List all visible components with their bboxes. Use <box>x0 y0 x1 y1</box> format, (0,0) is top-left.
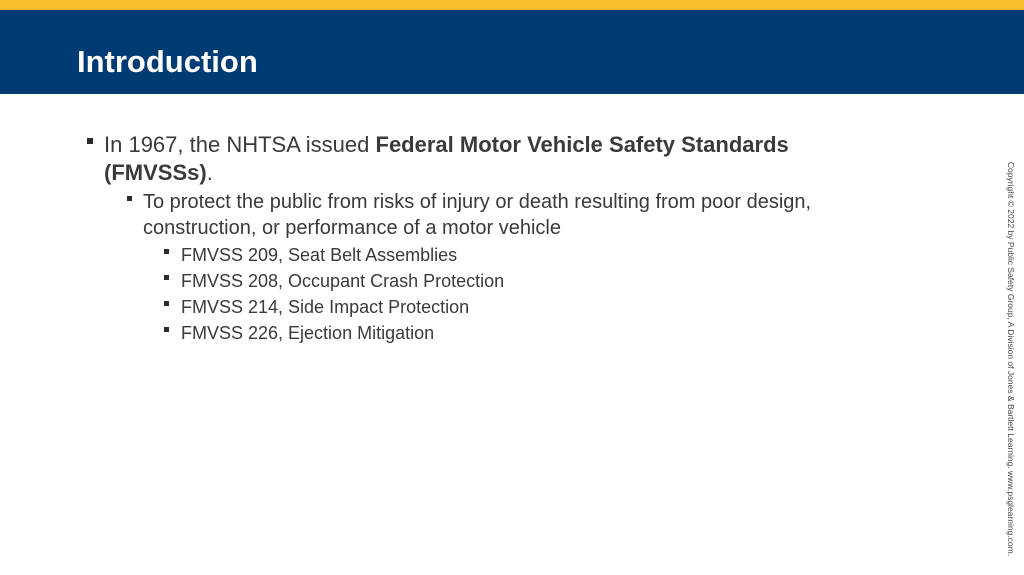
bullet-level1-bold-text-2: (FMVSSs) <box>104 160 207 185</box>
slide-title: Introduction <box>77 44 258 79</box>
bullet-level1-period: . <box>206 160 213 185</box>
bullet-marker <box>164 249 169 254</box>
bullet-level2-line2: construction, or performance of a motor vehicle <box>143 217 561 239</box>
bullet-level3-item: FMVSS 208, Occupant Crash Protection <box>181 271 505 291</box>
bullet-marker <box>127 196 132 201</box>
bullet-level3-item: FMVSS 214, Side Impact Protection <box>181 297 470 317</box>
bullet-level3-item: FMVSS 226, Ejection Mitigation <box>181 323 435 343</box>
copyright-notice: Copyright © 2022 by Public Safety Group, A Division of Jones & Bartlett Learning. www.psglearning.com. <box>1006 161 1016 557</box>
bullet-level1-bold-text: Federal Motor Vehicle Safety Standards <box>375 132 789 157</box>
bullet-level2-line1: To protect the public from risks of injury or death resulting from poor design, <box>143 191 812 213</box>
bullet-marker <box>164 275 169 280</box>
bullet-level1-line2 <box>104 159 213 186</box>
bullet-marker <box>164 327 169 332</box>
bullet-level1-text: In 1967, the NHTSA issued <box>104 132 376 157</box>
bullet-level1-line1 <box>104 131 789 158</box>
bullet-level3-item: FMVSS 209, Seat Belt Assemblies <box>181 245 458 265</box>
bullet-marker <box>87 138 93 144</box>
bullet-marker <box>164 301 169 306</box>
